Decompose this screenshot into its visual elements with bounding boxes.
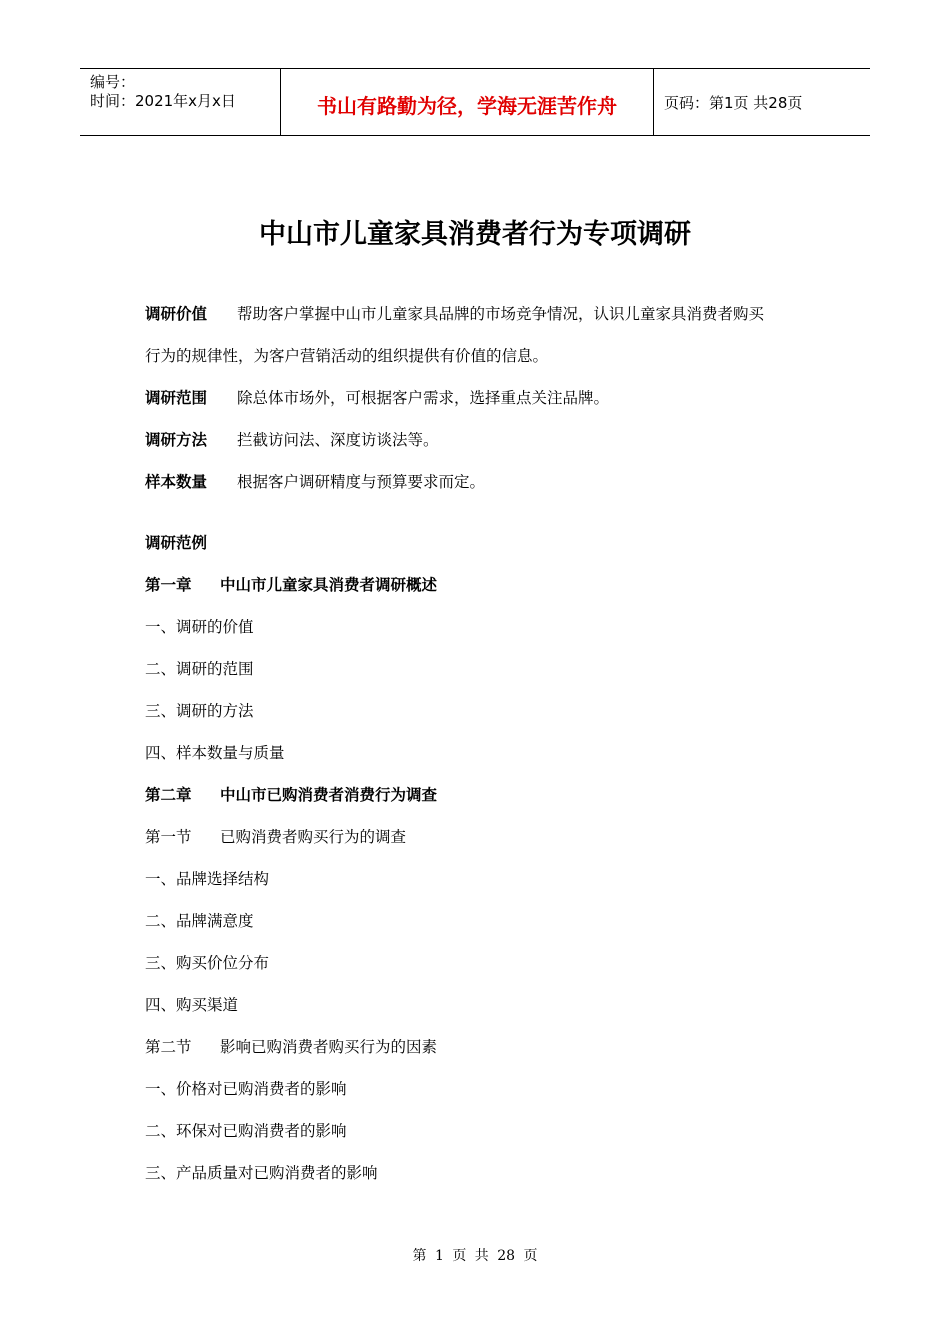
chapter-title: 中山市已购消费者消费行为调查 xyxy=(220,786,438,804)
document-body xyxy=(145,300,815,1201)
value-label: 调研价值 xyxy=(145,305,208,323)
chapter-number: 第一章 xyxy=(145,576,192,594)
header-motto: 书山有路勤为径，学海无涯苦作舟 xyxy=(281,69,654,135)
page-header xyxy=(80,68,870,136)
chapter-title: 中山市儿童家具消费者调研概述 xyxy=(220,576,438,594)
list-item: 四、购买渠道 xyxy=(145,996,239,1014)
value-row-cont xyxy=(145,342,815,384)
method-text: 拦截访问法、深度访谈法等。 xyxy=(237,431,439,449)
footer-text: 页 xyxy=(523,1248,538,1264)
chapter-number: 第二章 xyxy=(145,786,192,804)
value-row xyxy=(145,300,815,342)
value-text-1: 帮助客户掌握中山市儿童家具品牌的市场竞争情况，认识儿童家具消费者购买 xyxy=(237,305,765,323)
method-row xyxy=(145,426,815,468)
number-label: 编号： xyxy=(90,73,136,91)
footer-total-pages: 28 xyxy=(497,1248,516,1264)
footer-page-number: 1 xyxy=(434,1248,444,1264)
value-text-2: 行为的规律性，为客户营销活动的组织提供有价值的信息。 xyxy=(145,347,549,365)
chapter-heading xyxy=(145,571,815,613)
sample-row xyxy=(145,468,815,510)
section-number: 第二节 xyxy=(145,1038,192,1056)
list-item: 二、环保对已购消费者的影响 xyxy=(145,1122,347,1140)
section-heading xyxy=(145,1033,815,1075)
sample-label: 样本数量 xyxy=(145,473,208,491)
sample-text: 根据客户调研精度与预算要求而定。 xyxy=(237,473,486,491)
header-page-label: 页码：第1页 共28页 xyxy=(664,93,803,112)
list-item: 二、调研的范围 xyxy=(145,660,254,678)
footer-text: 第 xyxy=(412,1248,427,1264)
section-heading xyxy=(145,823,815,865)
scope-row xyxy=(145,384,815,426)
section-title: 已购消费者购买行为的调查 xyxy=(220,828,407,846)
list-item: 一、调研的价值 xyxy=(145,618,254,636)
time-label: 时间：2021年x月x日 xyxy=(90,92,236,110)
chapter-heading xyxy=(145,781,815,823)
example-heading: 调研范例 xyxy=(145,534,208,552)
list-item: 三、产品质量对已购消费者的影响 xyxy=(145,1164,378,1182)
list-item: 四、样本数量与质量 xyxy=(145,744,285,762)
list-item: 一、品牌选择结构 xyxy=(145,870,270,888)
scope-label: 调研范围 xyxy=(145,389,208,407)
section-title: 影响已购消费者购买行为的因素 xyxy=(220,1038,438,1056)
footer-text: 页 xyxy=(452,1248,467,1264)
section-number: 第一节 xyxy=(145,828,192,846)
header-meta xyxy=(80,69,281,135)
list-item: 一、价格对已购消费者的影响 xyxy=(145,1080,347,1098)
list-item: 二、品牌满意度 xyxy=(145,912,254,930)
scope-text: 除总体市场外，可根据客户需求，选择重点关注品牌。 xyxy=(237,389,610,407)
footer-text: 共 xyxy=(474,1248,489,1264)
method-label: 调研方法 xyxy=(145,431,208,449)
list-item: 三、调研的方法 xyxy=(145,702,254,720)
page-footer xyxy=(0,1245,950,1265)
document-title: 中山市儿童家具消费者行为专项调研 xyxy=(259,219,691,250)
list-item: 三、购买价位分布 xyxy=(145,954,270,972)
